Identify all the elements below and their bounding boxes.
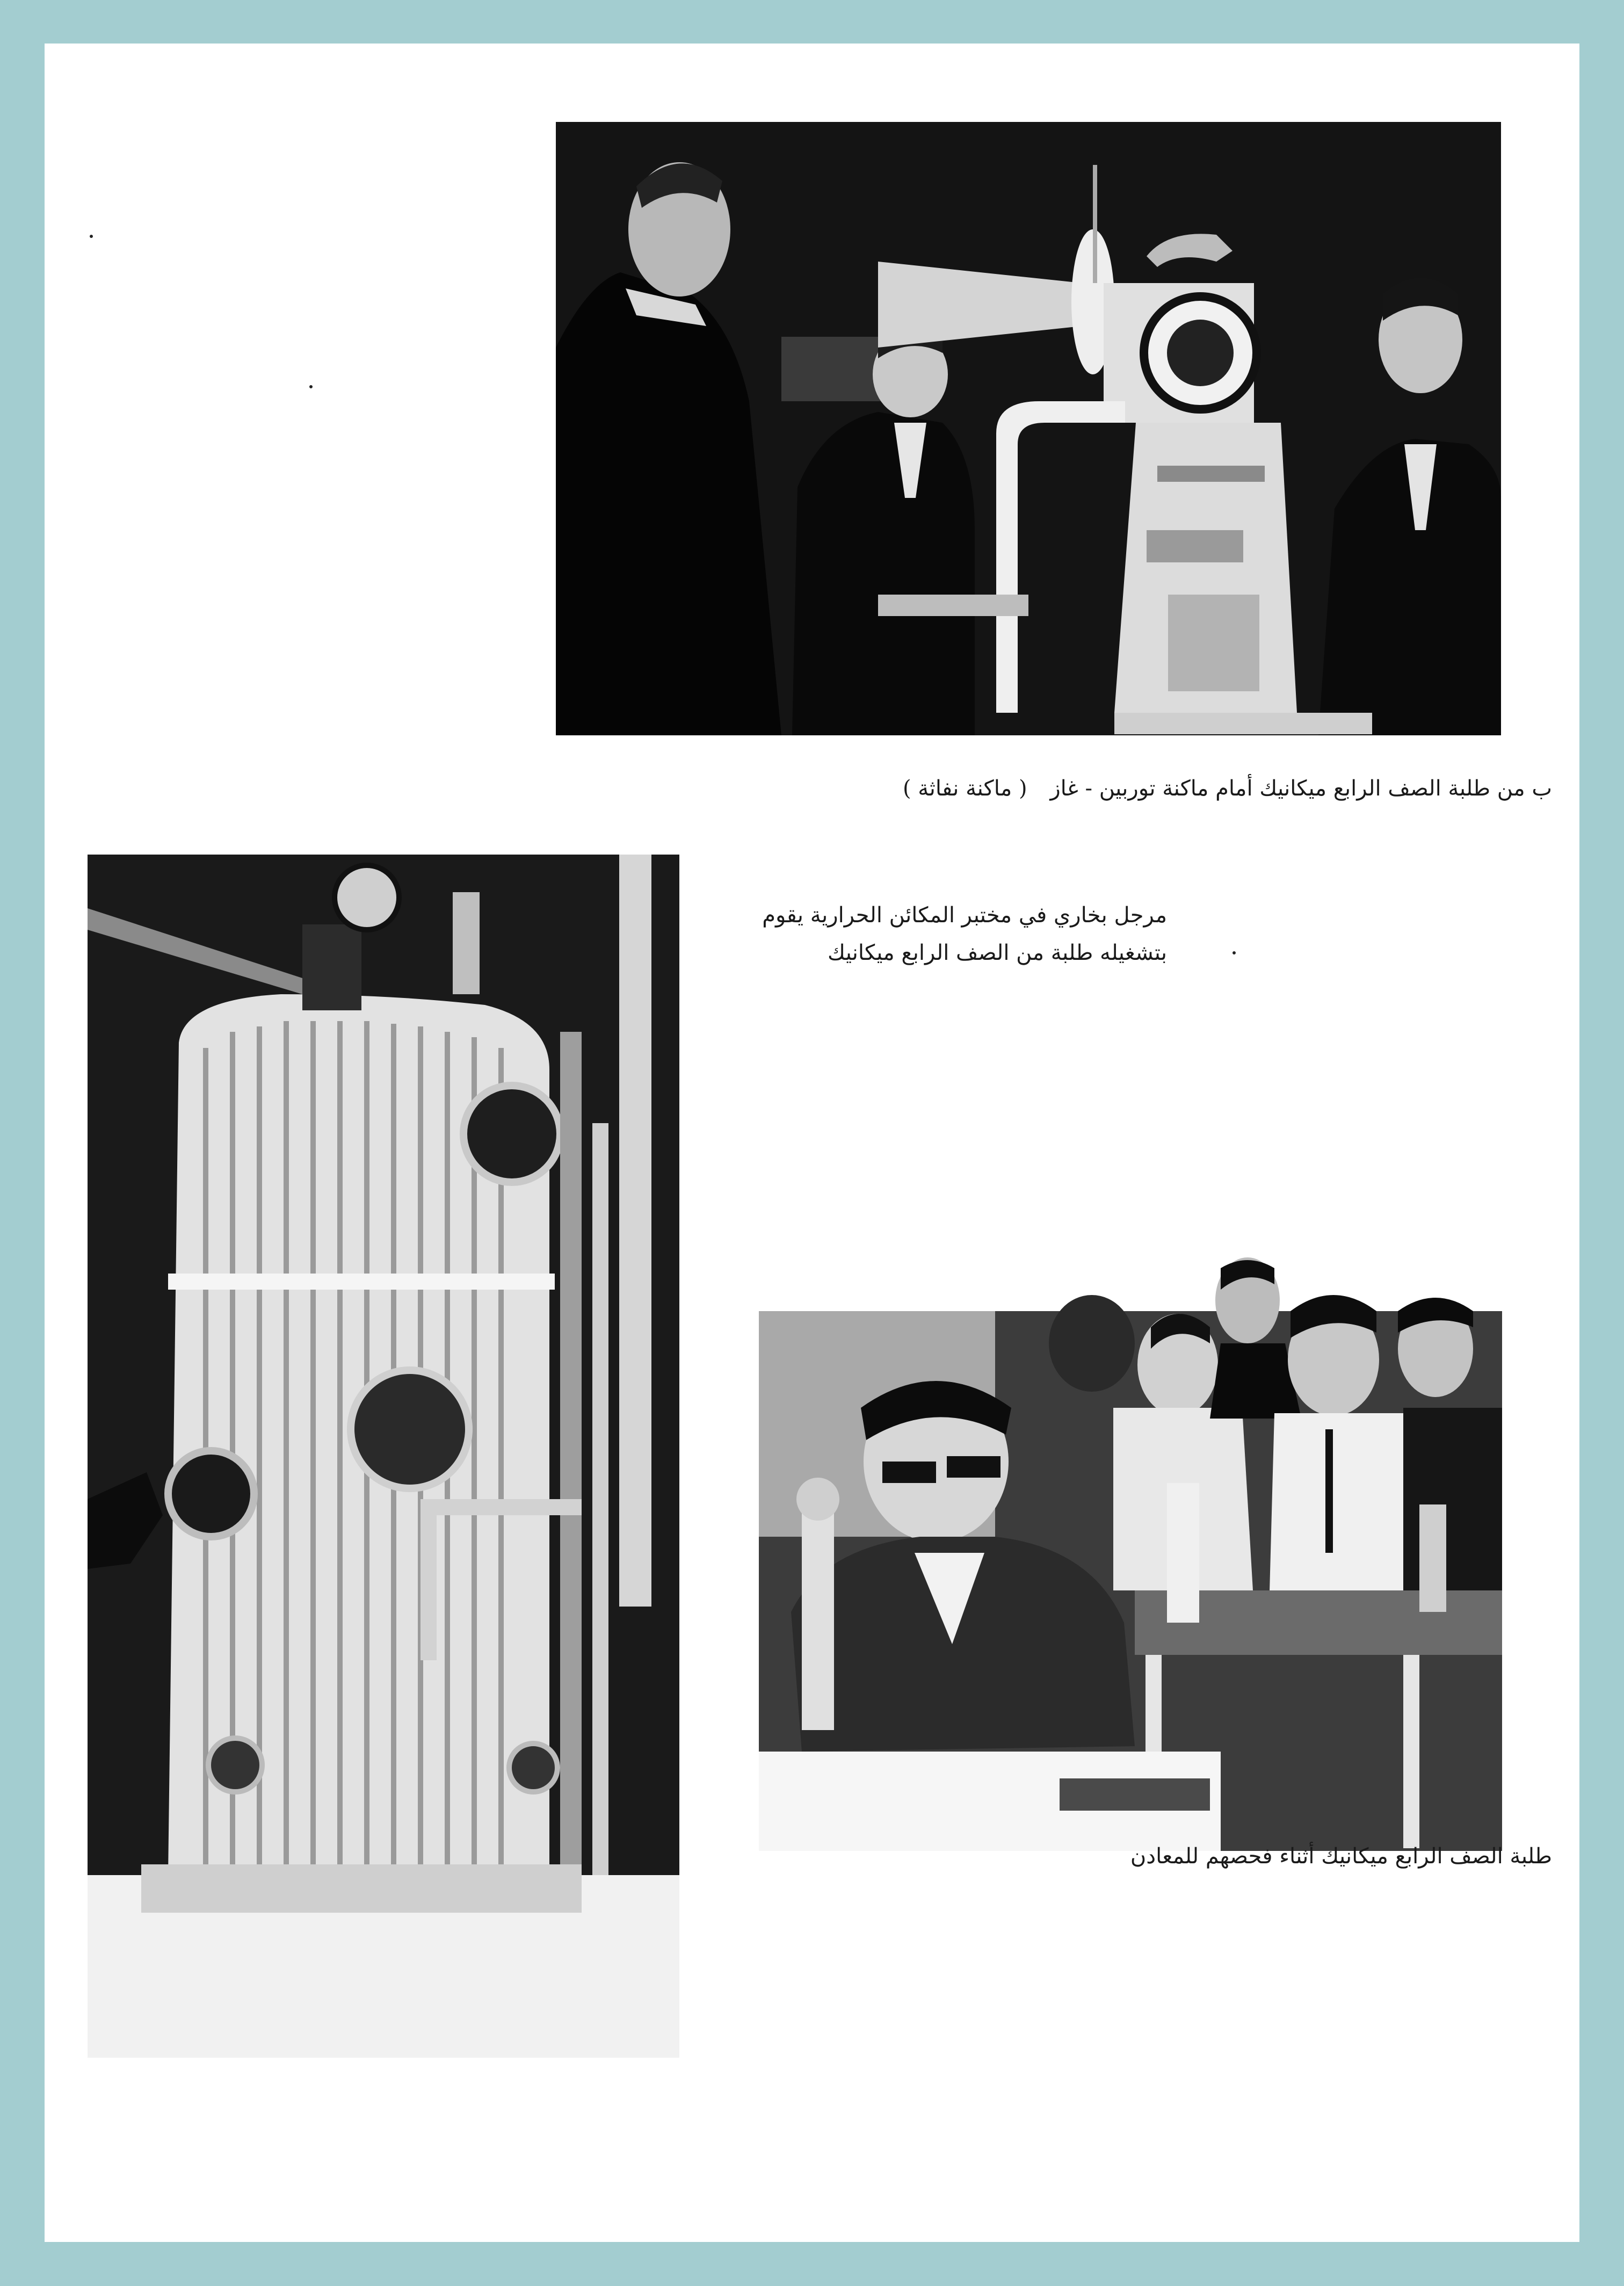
caption-steam-boiler-line-1: مرجل بخاري في مختبر المكائن الحرارية يقوم [762,903,1167,928]
caption-gas-turbine [904,770,1552,807]
caption-steam-boiler-line-2: بتشغيله طلبة من الصف الرابع ميكانيك [828,941,1167,965]
caption-steam-boiler [732,896,1167,972]
photo-steam-boiler [88,855,679,2058]
caption-metal-inspection-text: طلبة الصف الرابع ميكانيك أثناء فحصهم للمعادن [1130,1844,1552,1869]
dust-speck [90,235,93,238]
photo-gas-turbine-image [556,122,1501,735]
caption-metal-inspection [947,1838,1552,1875]
photo-metal-inspection-image [759,1182,1502,1851]
caption-gas-turbine-text: ب من طلبة الصف الرابع ميكانيك أمام ماكنة توربين - غاز [1050,776,1552,801]
dust-speck [309,385,313,388]
photo-metal-inspection [759,1182,1502,1851]
dust-speck [1233,951,1236,954]
document-page [45,44,1579,2242]
photo-gas-turbine [556,122,1501,735]
photo-steam-boiler-image [88,855,679,2058]
caption-gas-turbine-paren: ( ماكنة نفاثة ) [902,776,1027,801]
